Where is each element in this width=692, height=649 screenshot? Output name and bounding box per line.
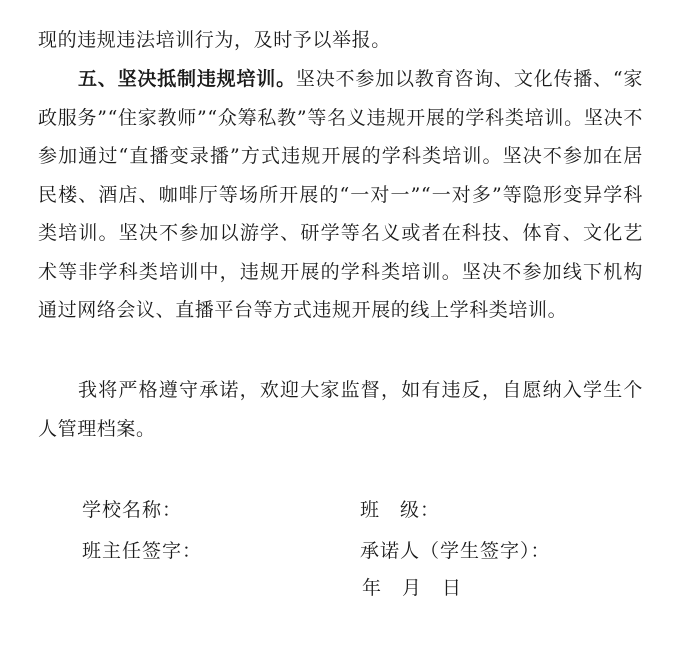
date-label: 年 月 日	[362, 577, 463, 599]
paragraph-text: 现的违规违法培训行为，及时予以举报。	[38, 29, 391, 51]
student-signature-label: 承诺人（学生签字）：	[360, 540, 551, 562]
section-body: 坚决不参加以教育咨询、文化传播、“家政服务”“住家教师”“众筹私教”等名义违规开展的学科类培训。坚决不参加通过“直播变录播”方式违规开展的学科类培训。坚决不参加在居民楼、酒店、咖啡厅等场所开展的“一对一”“一对多”等隐形变异学科类培训。坚决不参加以游学、研学等名义或者在科技、体育、文化艺术等非学科类培训中，违规开展的学科类培训。坚决不参加线下机构通过网络会议、直播平台等方式违规开展的线上学科类培训。	[38, 68, 644, 321]
class-label: 班 级：	[360, 499, 441, 521]
commitment-text: 我将严格遵守承诺，欢迎大家监督，如有违反，自愿纳入学生个人管理档案。	[38, 379, 643, 440]
head-teacher-signature-label: 班主任签字：	[82, 540, 203, 562]
section-heading: 五、坚决抵制违规培训。	[78, 68, 296, 90]
school-name-label: 学校名称：	[82, 499, 183, 521]
paragraph-commitment	[38, 371, 643, 448]
paragraph-continuation	[38, 21, 643, 60]
paragraph-section-five	[38, 60, 643, 330]
